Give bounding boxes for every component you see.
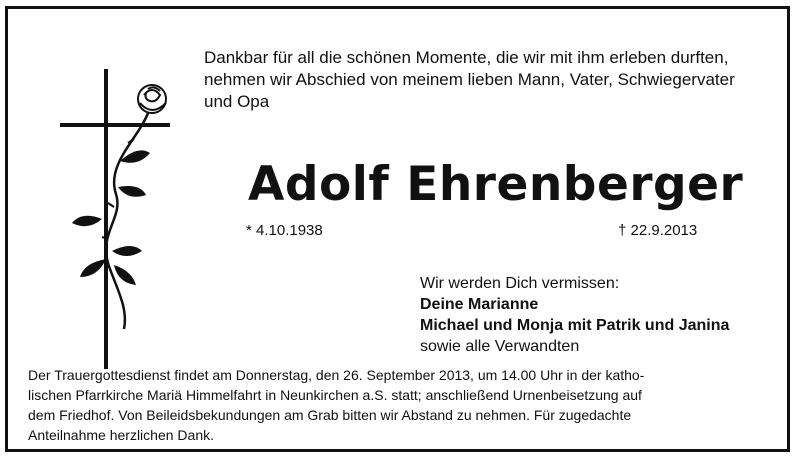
mourners-closing: sowie alle Verwandten bbox=[420, 338, 580, 355]
death-date: † 22.9.2013 bbox=[618, 222, 698, 239]
service-notice bbox=[28, 365, 768, 445]
mourner-line: Michael und Monja mit Patrik und Janina bbox=[420, 317, 730, 334]
intro-line: Dankbar für all die schönen Momente, die wir mit ihm erleben durften, bbox=[204, 48, 729, 67]
notice-line: lischen Pfarrkirche Mariä Himmelfahrt in Neunkirchen a.S. statt; anschließend Urnenbeisetzung auf bbox=[28, 387, 642, 403]
mourner-line: Deine Marianne bbox=[420, 296, 539, 313]
intro-line: nehmen wir Abschied von meinem lieben Mann, Vater, Schwiegervater bbox=[204, 70, 735, 89]
birth-date: * 4.10.1938 bbox=[246, 222, 323, 239]
cross-with-rose-icon bbox=[58, 69, 208, 369]
mourners-lead: Wir werden Dich vermissen: bbox=[420, 275, 620, 292]
mourners-block bbox=[420, 273, 780, 357]
notice-line: Anteilnahme herzlichen Dank. bbox=[28, 427, 214, 443]
deceased-name: Adolf Ehrenberger bbox=[248, 157, 744, 212]
intro-text bbox=[204, 47, 774, 113]
intro-line: und Opa bbox=[204, 92, 270, 111]
notice-line: Der Trauergottesdienst findet am Donnerstag, den 26. September 2013, um 14.00 Uhr in der katho- bbox=[28, 367, 645, 383]
obituary-card bbox=[5, 6, 790, 452]
notice-line: dem Friedhof. Von Beileidsbekundungen am Grab bitten wir Abstand zu nehmen. Für zugedachte bbox=[28, 407, 632, 423]
